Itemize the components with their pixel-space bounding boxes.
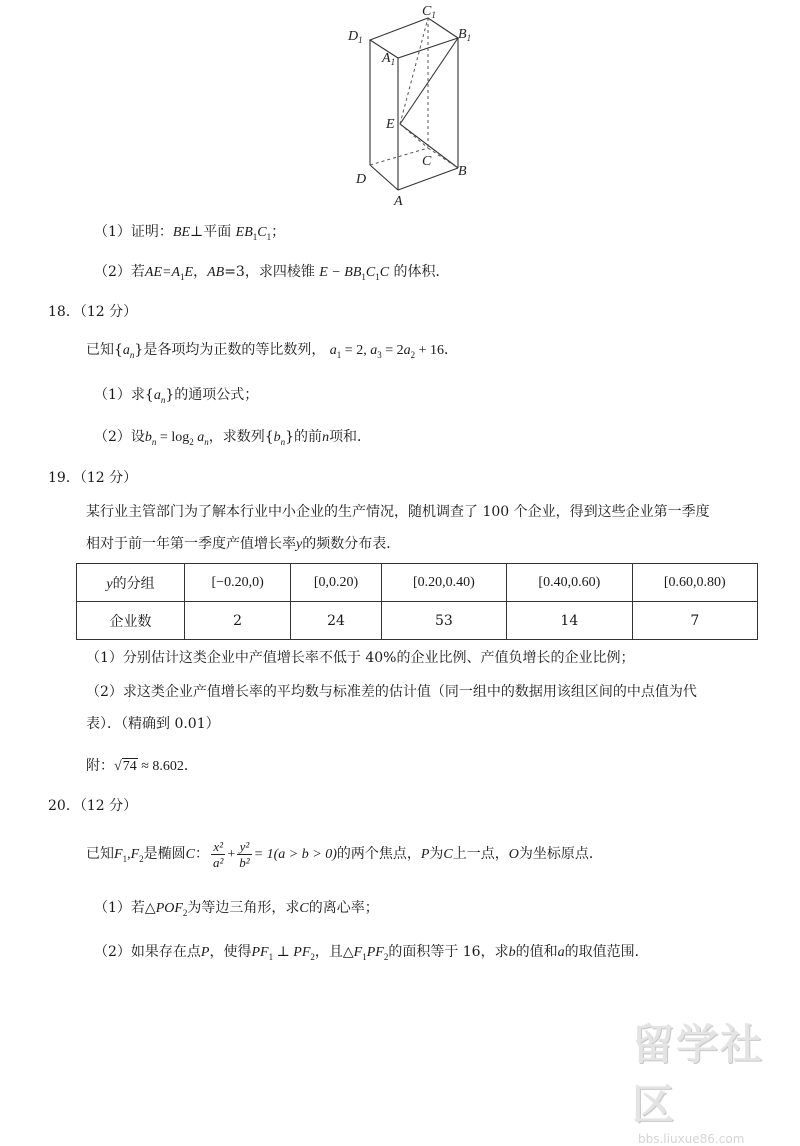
q20-part1: （1）若$\triangle POF_2$为等边三角形，求C的离心率； — [94, 900, 379, 918]
table-cell: [0.20,0.40) — [381, 564, 506, 602]
q18-part1: （1）求$\{a_n\}$的通项公式； — [94, 387, 259, 405]
q18-part2: （2）设$b_n = \log_2 a_n$，求数列$\{b_n\}$的前n项和． — [94, 429, 372, 447]
q17-part2: （2）若$AE=A_1E$，AB=3，求四棱锥 $E - BB_1C_1C$ 的体积． — [94, 264, 450, 282]
q18-header: 18．（12 分） — [48, 304, 138, 320]
table-row — [77, 602, 758, 640]
q20-part2: （2）如果存在点P，使得$PF_1$ ⊥ $PF_2$，且$\triangle F_1PF_2$的面积等于 16，求b的值和a的取值范围． — [94, 944, 649, 962]
q19-stem-line2: 相对于前一年第一季度产值增长率y的频数分布表． — [86, 536, 401, 552]
q20-header: 20．（12 分） — [48, 798, 138, 814]
q19-note: 附：√74 ≈ 8.602． — [86, 758, 198, 774]
label-c: C — [422, 154, 432, 169]
table-cell: 14 — [507, 602, 632, 640]
prism-figure — [340, 0, 490, 210]
table-cell: [0.40,0.60) — [507, 564, 632, 602]
label-c1: $C_1$ — [422, 4, 436, 20]
table-cell: [−0.20,0) — [185, 564, 291, 602]
frequency-table — [76, 563, 758, 640]
table-header-cell: 企业数 — [77, 602, 185, 640]
q17-part1: （1）证明：BE⊥平面 $EB_1C_1$； — [94, 224, 286, 242]
table-header-cell: y的分组 — [77, 564, 185, 602]
q19-part1: （1）分别估计这类企业中产值增长率不低于 40%的企业比例、产值负增长的企业比例； — [86, 650, 635, 666]
fraction-y2-b2: $\frac{\text{y²}}{\text{b²}}$ — [239, 838, 250, 870]
label-b: B — [458, 164, 467, 179]
label-d1: $D_1$ — [348, 29, 363, 45]
q19-part2-line2: 表）．（精确到 0.01） — [86, 716, 220, 732]
q20-stem: 已知$F_1,F_2$是椭圆C： $\frac{\text{x²}}{\text{a²}}$ + $\frac{\text{y²}}{\text{b²}}$ = 1(a > b > 0)的两个焦点，P为C上一点，O为坐标原点． — [86, 838, 603, 870]
q19-part2-line1: （2）求这类企业产值增长率的平均数与标准差的估计值（同一组中的数据用该组区间的中点值为代 — [86, 684, 697, 700]
table-cell: 53 — [381, 602, 506, 640]
table-cell: 24 — [291, 602, 381, 640]
fraction-x2-a2: $\frac{\text{x²}}{\text{a²}}$ — [212, 838, 224, 870]
table-cell: 2 — [185, 602, 291, 640]
label-e: E — [386, 117, 395, 132]
table-cell: [0.60,0.80) — [632, 564, 757, 602]
label-d: D — [356, 172, 367, 187]
q18-stem: 已知$\{a_n\}$是各项均为正数的等比数列， $a_1 = 2$, $a_3 = 2a_2 + 16$． — [86, 342, 459, 360]
table-cell: 7 — [632, 602, 757, 640]
q19-header: 19．（12 分） — [48, 470, 138, 486]
table-row — [77, 564, 758, 602]
label-a1: $A_1$ — [382, 51, 396, 67]
q19-stem-line1: 某行业主管部门为了解本行业中小企业的生产情况，随机调查了 100 个企业，得到这些企业第一季度 — [86, 504, 710, 520]
watermark-logo: 留学社区 bbs.liuxue86.com — [632, 1020, 765, 1146]
label-a: A — [394, 194, 403, 209]
table-cell: [0,0.20) — [291, 564, 381, 602]
label-b1: $B_1$ — [458, 27, 472, 43]
